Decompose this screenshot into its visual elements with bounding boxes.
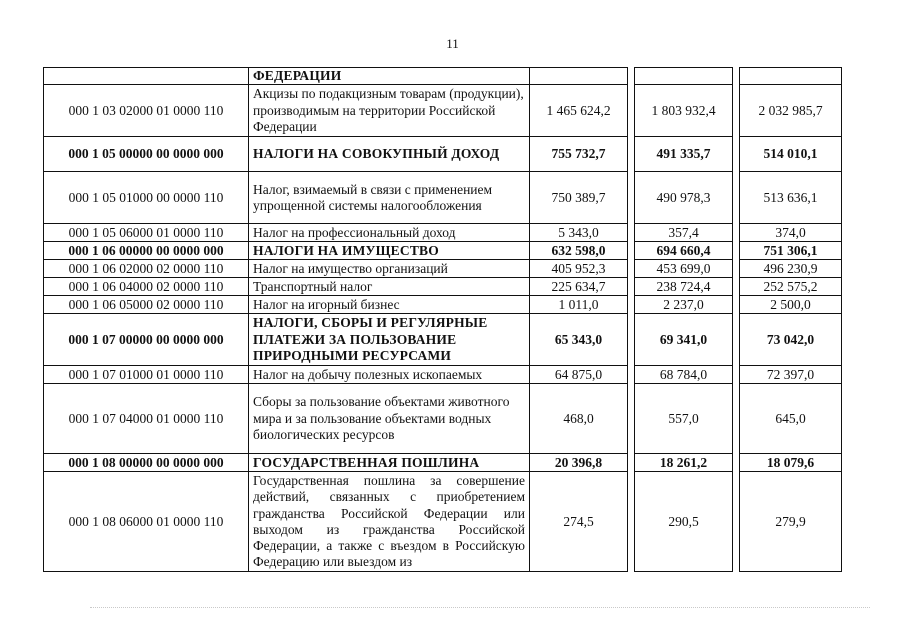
column-gap xyxy=(733,454,740,472)
budget-code-cell: 000 1 03 02000 01 0000 110 xyxy=(44,85,249,137)
value-year-2-cell: 18 261,2 xyxy=(635,454,733,472)
income-name-cell: ГОСУДАРСТВЕННАЯ ПОШЛИНА xyxy=(249,454,530,472)
column-gap xyxy=(628,85,635,137)
column-gap xyxy=(733,278,740,296)
table-row xyxy=(44,68,842,85)
value-year-1-cell xyxy=(530,68,628,85)
column-gap xyxy=(733,472,740,572)
value-year-3-cell: 751 306,1 xyxy=(740,242,842,260)
value-year-3-cell: 2 032 985,7 xyxy=(740,85,842,137)
income-name-cell: НАЛОГИ НА СОВОКУПНЫЙ ДОХОД xyxy=(249,137,530,172)
budget-code-cell: 000 1 08 00000 00 0000 000 xyxy=(44,454,249,472)
scan-artifact-line xyxy=(90,607,870,608)
income-name-cell: Государственная пошлина за совершение действий, связанных с приобретением гражданства Российской Федерации или выходом из гражданства Российской Федерации, а также с въездом в Российскую Федерацию или выездом из xyxy=(249,472,530,572)
value-year-2-cell: 68 784,0 xyxy=(635,366,733,384)
column-gap xyxy=(628,314,635,366)
table-body xyxy=(44,68,842,572)
value-year-3-cell xyxy=(740,68,842,85)
budget-code-cell: 000 1 06 02000 02 0000 110 xyxy=(44,260,249,278)
table-row xyxy=(44,85,842,137)
budget-code-cell xyxy=(44,68,249,85)
budget-code-cell: 000 1 07 00000 00 0000 000 xyxy=(44,314,249,366)
value-year-2-cell: 357,4 xyxy=(635,224,733,242)
value-year-2-cell xyxy=(635,68,733,85)
income-name-cell: Налог, взимаемый в связи с применением упрощенной системы налогообложения xyxy=(249,172,530,224)
table-row xyxy=(44,296,842,314)
value-year-3-cell: 2 500,0 xyxy=(740,296,842,314)
budget-code-cell: 000 1 05 06000 01 0000 110 xyxy=(44,224,249,242)
table-row xyxy=(44,242,842,260)
column-gap xyxy=(628,242,635,260)
column-gap xyxy=(628,172,635,224)
value-year-1-cell: 1 465 624,2 xyxy=(530,85,628,137)
value-year-3-cell: 513 636,1 xyxy=(740,172,842,224)
value-year-1-cell: 755 732,7 xyxy=(530,137,628,172)
value-year-2-cell: 490 978,3 xyxy=(635,172,733,224)
table-row xyxy=(44,137,842,172)
value-year-2-cell: 238 724,4 xyxy=(635,278,733,296)
value-year-2-cell: 557,0 xyxy=(635,384,733,454)
column-gap xyxy=(733,85,740,137)
column-gap xyxy=(628,454,635,472)
table-row xyxy=(44,172,842,224)
column-gap xyxy=(733,224,740,242)
column-gap xyxy=(733,384,740,454)
income-name-cell: Транспортный налог xyxy=(249,278,530,296)
column-gap xyxy=(733,172,740,224)
value-year-3-cell: 279,9 xyxy=(740,472,842,572)
table-row xyxy=(44,384,842,454)
budget-code-cell: 000 1 08 06000 01 0000 110 xyxy=(44,472,249,572)
column-gap xyxy=(733,137,740,172)
value-year-1-cell: 20 396,8 xyxy=(530,454,628,472)
table-row xyxy=(44,224,842,242)
value-year-3-cell: 252 575,2 xyxy=(740,278,842,296)
budget-code-cell: 000 1 07 04000 01 0000 110 xyxy=(44,384,249,454)
value-year-1-cell: 1 011,0 xyxy=(530,296,628,314)
value-year-1-cell: 64 875,0 xyxy=(530,366,628,384)
income-name-cell: Налог на профессиональный доход xyxy=(249,224,530,242)
value-year-1-cell: 405 952,3 xyxy=(530,260,628,278)
value-year-3-cell: 72 397,0 xyxy=(740,366,842,384)
budget-code-cell: 000 1 05 00000 00 0000 000 xyxy=(44,137,249,172)
column-gap xyxy=(628,366,635,384)
column-gap xyxy=(628,278,635,296)
value-year-1-cell: 65 343,0 xyxy=(530,314,628,366)
income-name-cell: Налог на имущество организаций xyxy=(249,260,530,278)
value-year-2-cell: 1 803 932,4 xyxy=(635,85,733,137)
budget-code-cell: 000 1 05 01000 00 0000 110 xyxy=(44,172,249,224)
column-gap xyxy=(733,68,740,85)
value-year-1-cell: 468,0 xyxy=(530,384,628,454)
value-year-2-cell: 69 341,0 xyxy=(635,314,733,366)
income-name-cell: Налог на добычу полезных ископаемых xyxy=(249,366,530,384)
column-gap xyxy=(733,366,740,384)
table-row xyxy=(44,454,842,472)
income-name-cell: Налог на игорный бизнес xyxy=(249,296,530,314)
column-gap xyxy=(628,137,635,172)
table-row xyxy=(44,260,842,278)
value-year-2-cell: 694 660,4 xyxy=(635,242,733,260)
income-name-cell: НАЛОГИ НА ИМУЩЕСТВО xyxy=(249,242,530,260)
value-year-1-cell: 750 389,7 xyxy=(530,172,628,224)
value-year-2-cell: 453 699,0 xyxy=(635,260,733,278)
column-gap xyxy=(628,224,635,242)
column-gap xyxy=(628,472,635,572)
budget-code-cell: 000 1 07 01000 01 0000 110 xyxy=(44,366,249,384)
value-year-2-cell: 290,5 xyxy=(635,472,733,572)
value-year-1-cell: 225 634,7 xyxy=(530,278,628,296)
table-row xyxy=(44,278,842,296)
column-gap xyxy=(733,314,740,366)
column-gap xyxy=(628,68,635,85)
budget-code-cell: 000 1 06 04000 02 0000 110 xyxy=(44,278,249,296)
value-year-2-cell: 2 237,0 xyxy=(635,296,733,314)
value-year-3-cell: 496 230,9 xyxy=(740,260,842,278)
table-row xyxy=(44,472,842,572)
value-year-1-cell: 5 343,0 xyxy=(530,224,628,242)
income-name-cell: НАЛОГИ, СБОРЫ И РЕГУЛЯРНЫЕ ПЛАТЕЖИ ЗА ПОЛЬЗОВАНИЕ ПРИРОДНЫМИ РЕСУРСАМИ xyxy=(249,314,530,366)
column-gap xyxy=(733,242,740,260)
income-name-cell: Акцизы по подакцизным товарам (продукции), производимым на территории Российской Федерации xyxy=(249,85,530,137)
value-year-3-cell: 645,0 xyxy=(740,384,842,454)
table-row xyxy=(44,366,842,384)
income-name-cell: ФЕДЕРАЦИИ xyxy=(249,68,530,85)
value-year-3-cell: 374,0 xyxy=(740,224,842,242)
revenue-table xyxy=(43,67,842,572)
column-gap xyxy=(628,296,635,314)
column-gap xyxy=(733,260,740,278)
value-year-2-cell: 491 335,7 xyxy=(635,137,733,172)
page-number: 11 xyxy=(446,36,459,51)
income-name-cell: Сборы за пользование объектами животного мира и за пользование объектами водных биологических ресурсов xyxy=(249,384,530,454)
table-row xyxy=(44,314,842,366)
value-year-1-cell: 632 598,0 xyxy=(530,242,628,260)
value-year-3-cell: 18 079,6 xyxy=(740,454,842,472)
column-gap xyxy=(628,384,635,454)
value-year-3-cell: 73 042,0 xyxy=(740,314,842,366)
budget-code-cell: 000 1 06 05000 02 0000 110 xyxy=(44,296,249,314)
budget-code-cell: 000 1 06 00000 00 0000 000 xyxy=(44,242,249,260)
value-year-3-cell: 514 010,1 xyxy=(740,137,842,172)
value-year-1-cell: 274,5 xyxy=(530,472,628,572)
column-gap xyxy=(628,260,635,278)
column-gap xyxy=(733,296,740,314)
